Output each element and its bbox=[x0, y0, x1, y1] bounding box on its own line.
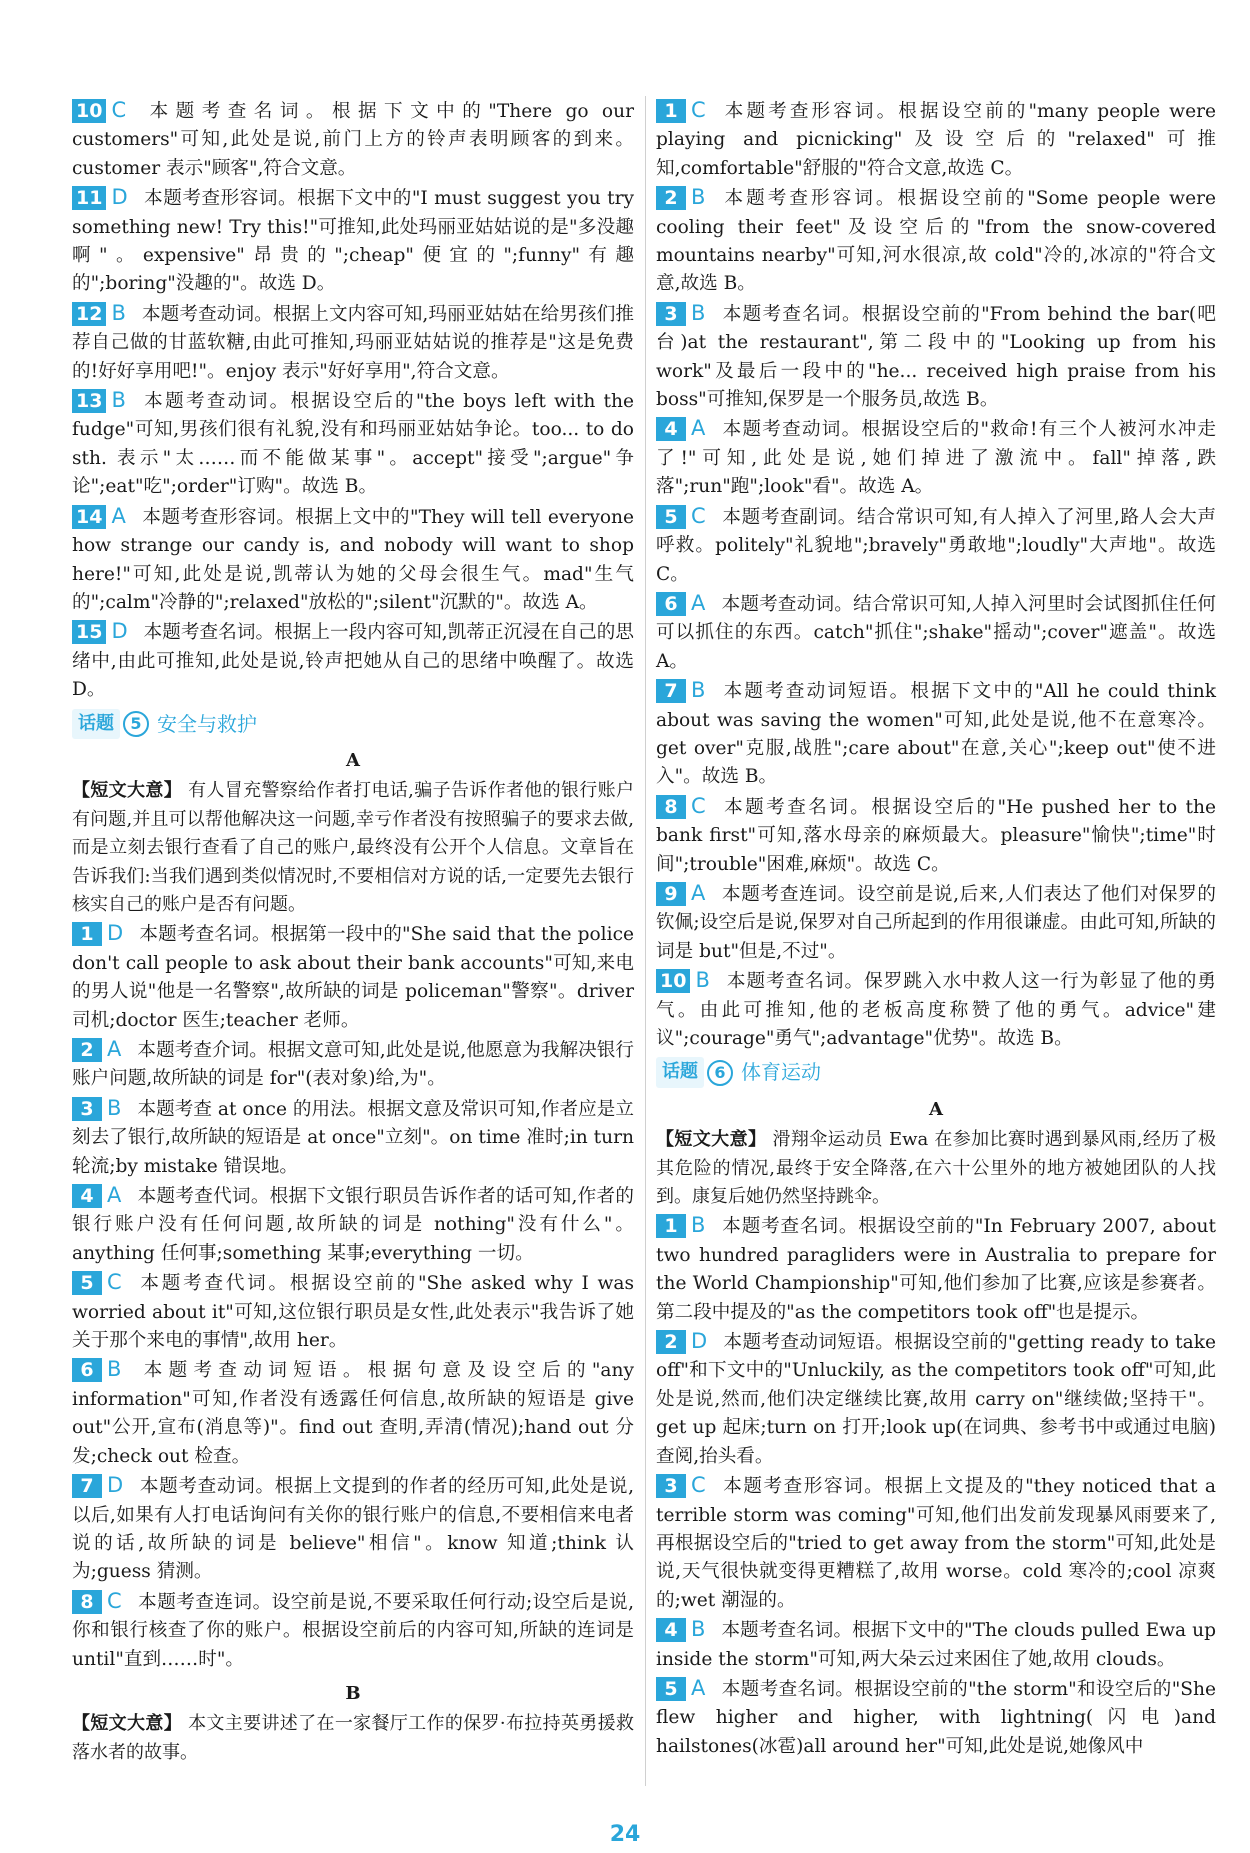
question-number: 11 bbox=[72, 186, 106, 210]
explanation-text: 本题考查动词短语。根据下文中的"All he could think about was saving the women"可知,此处是说,他不在意寒冷。get over"克服,战胜";care about"在意,关心";keep out"使不进入"。故选 B。 bbox=[656, 681, 1216, 788]
answer-item bbox=[656, 1674, 1216, 1761]
question-number: 7 bbox=[72, 1474, 102, 1498]
answer-letter: D bbox=[111, 185, 128, 210]
answer-letter: B bbox=[111, 388, 126, 413]
question-number: 5 bbox=[72, 1271, 102, 1295]
topic-5-heading bbox=[72, 709, 634, 739]
answer-item bbox=[72, 183, 634, 299]
answer-letter: B bbox=[111, 300, 126, 325]
topic-title: 体育运动 bbox=[741, 1060, 821, 1085]
answer-letter: C bbox=[691, 503, 706, 528]
explanation-text: 本题考查代词。根据下文银行职员告诉作者的话可知,作者的银行账户没有任何问题,故所缺的词是 nothing"没有什么"。anything 任何事;something 某事;everything 一切。 bbox=[72, 1186, 634, 1264]
answer-letter: D bbox=[107, 1473, 124, 1498]
explanation-text: 本题考查动词。结合常识可知,人掉入河里时会试图抓住任何可以抓住的东西。catch"抓住";shake"摇动";cover"遮盖"。故选 A。 bbox=[656, 593, 1216, 672]
answer-letter: B bbox=[107, 1095, 122, 1120]
answer-letter: A bbox=[107, 1037, 122, 1061]
page-number: 24 bbox=[609, 1822, 641, 1847]
answer-item bbox=[656, 792, 1216, 879]
question-number: 10 bbox=[72, 99, 106, 123]
question-number: 8 bbox=[72, 1590, 102, 1614]
answer-letter: C bbox=[691, 98, 706, 122]
answer-item bbox=[72, 96, 634, 183]
passage-summary-a6 bbox=[656, 1126, 1216, 1211]
answer-letter: D bbox=[107, 921, 124, 946]
topic-tag: 话题 bbox=[72, 709, 120, 739]
answer-letter: C bbox=[111, 98, 127, 122]
answer-item bbox=[656, 1327, 1216, 1471]
answer-item bbox=[72, 502, 634, 618]
question-number: 6 bbox=[72, 1358, 102, 1382]
section-letter-b: B bbox=[345, 1682, 361, 1704]
explanation-text: 本题考查 at once 的用法。根据文意及常识可知,作者应是立刻去了银行,故所缺的短语是 at once"立刻"。on time 准时;in turn 轮流;by mistake 错误地。 bbox=[72, 1098, 634, 1177]
topic-tag: 话题 bbox=[656, 1057, 704, 1087]
column-divider bbox=[645, 96, 646, 1786]
explanation-text: 本题考查动词。根据上文提到的作者的经历可知,此处是说,以后,如果有人打电话询问有关你的银行账户的信息,不要相信来电者说的话,故所缺的词是 believe"相信"。know 知道;think 认为;guess 猜测。 bbox=[72, 1476, 634, 1583]
passage-summary-a bbox=[72, 777, 634, 919]
topic-number: 5 bbox=[123, 711, 149, 737]
answer-item bbox=[656, 1211, 1216, 1327]
question-number: 2 bbox=[656, 186, 686, 210]
answer-item bbox=[656, 502, 1216, 589]
answer-item bbox=[656, 299, 1216, 415]
explanation-text: 本题考查介词。根据文意可知,此处是说,他愿意为我解决银行账户问题,故所缺的词是 for"(表对象)给,为"。 bbox=[72, 1040, 634, 1090]
question-number: 3 bbox=[656, 302, 686, 326]
question-number: 1 bbox=[72, 922, 102, 946]
answer-item bbox=[656, 1471, 1216, 1615]
question-number: 8 bbox=[656, 795, 686, 819]
answer-letter: B bbox=[107, 1357, 122, 1382]
explanation-text: 本题考查名词。根据设空后的"He pushed her to the bank first"可知,落水母亲的麻烦最大。pleasure"愉快";time"时间";trouble"困难,麻烦"。故选 C。 bbox=[656, 796, 1216, 875]
question-number: 4 bbox=[656, 1618, 686, 1642]
answer-item bbox=[656, 879, 1216, 966]
explanation-text: 本题考查形容词。根据下文中的"I must suggest you try something new! Try this!"可推知,此处玛丽亚姑姑说的是"多没趣啊"。expensive"昂贵的";cheap"便宜的";funny"有趣的";boring"没趣的"。故选 D。 bbox=[72, 188, 634, 295]
explanation-text: 本题考查形容词。根据上文中的"They will tell everyone how strange our candy is, and nobody will want to shop here!"可知,此处是说,凯蒂认为她的父母会很生气。mad"生气的";calm"冷静的";relaxed"放松的";silent"沉默的"。故选 A。 bbox=[72, 506, 634, 613]
passage-summary-b bbox=[72, 1710, 634, 1767]
explanation-text: 本题考查名词。根据第一段中的"She said that the police don't call people to ask about their bank accounts"可知,来电的男人说"他是一名警察",故所缺的词是 policeman"警察"。driver 司机;doctor 医生;teacher 老师。 bbox=[72, 924, 634, 1031]
question-number: 15 bbox=[72, 620, 106, 644]
explanation-text: 本题考查名词。根据设空前的"From behind the bar(吧台)at the restaurant",第二段中的"Looking up from his work"及最后一段中的"he... received high praise from his boss"可推知,保罗是一个服务员,故选 B。 bbox=[656, 303, 1216, 411]
explanation-text: 本题考查动词短语。根据句意及设空后的"any information"可知,作者没有透露任何信息,故所缺的短语是 give out"公开,宣布(消息等)"。find out 查明,弄清(情况);hand out 分发;check out 检查。 bbox=[72, 1360, 634, 1467]
answer-item bbox=[72, 1035, 634, 1094]
section-letter-a: A bbox=[929, 1098, 943, 1120]
question-number: 1 bbox=[656, 1214, 686, 1238]
answer-item bbox=[656, 966, 1216, 1053]
explanation-text: 本题考查名词。根据下文中的"There go our customers"可知,此处是说,前门上方的铃声表明顾客的到来。customer 表示"顾客",符合文意。 bbox=[72, 101, 634, 179]
question-number: 9 bbox=[656, 882, 686, 906]
answer-letter: C bbox=[107, 1588, 122, 1613]
summary-text: 有人冒充警察给作者打电话,骗子告诉作者他的银行账户有问题,并且可以帮他解决这一问题,幸亏作者没有按照骗子的要求去做,而是立刻去银行查看了自己的账户,最终没有公开个人信息。文章旨在告诉我们:当我们遇到类似情况时,不要相信对方说的话,一定要先去银行核实自己的账户是否有问题。 bbox=[72, 780, 634, 915]
right-column bbox=[656, 96, 1216, 1761]
answer-item bbox=[656, 676, 1216, 792]
answer-item bbox=[72, 1268, 634, 1355]
explanation-text: 本题考查名词。根据设空前的"the storm"和设空后的"She flew higher and higher, with lightning(闪电)and hailstones(冰雹)all around her"可知,此处是说,她像风中 bbox=[656, 1678, 1216, 1757]
question-number: 12 bbox=[72, 302, 106, 326]
explanation-text: 本题考查动词短语。根据设空前的"getting ready to take off"和下文中的"Unluckily, as the competitors took off"可知,此处是说,然而,他们决定继续比赛,故用 carry on"继续做;坚持干"。get up 起床;turn on 打开;look up(在词典、参考书中或通过电脑)查阅,抬头看。 bbox=[656, 1332, 1216, 1467]
topic-number: 6 bbox=[707, 1060, 733, 1086]
answer-item bbox=[72, 1587, 634, 1674]
section-letter-a: A bbox=[346, 749, 360, 771]
summary-label: 【短文大意】 bbox=[72, 780, 183, 802]
answer-item bbox=[656, 96, 1216, 183]
answer-item bbox=[72, 1094, 634, 1181]
question-number: 4 bbox=[656, 417, 686, 441]
answer-letter: C bbox=[691, 793, 706, 818]
explanation-text: 本题考查名词。根据下文中的"The clouds pulled Ewa up inside the storm"可知,两大朵云过来困住了她,故用 clouds。 bbox=[656, 1620, 1216, 1670]
explanation-text: 本题考查连词。设空前是说,不要采取任何行动;设空后是说,你和银行核查了你的账户。根据设空前后的内容可知,所缺的连词是 until"直到……时"。 bbox=[72, 1591, 634, 1670]
explanation-text: 本题考查动词。根据设空后的"the boys left with the fudge"可知,男孩们很有礼貌,没有和玛丽亚姑姑争论。too... to do sth. 表示"太……而不能做某事"。accept"接受";argue"争论";eat"吃";order"订购"。故选 B。 bbox=[72, 391, 634, 498]
answer-letter: A bbox=[107, 1183, 122, 1208]
question-number: 13 bbox=[72, 389, 106, 413]
explanation-text: 本题考查名词。根据设空前的"In February 2007, about two hundred paragliders were in Australia to prepare for the World Championship"可知,他们参加了比赛,应该是参赛者。第二段中提及的"as the competitors took off"也是提示。 bbox=[656, 1216, 1216, 1323]
explanation-text: 本题考查代词。根据设空前的"She asked why I was worried about it"可知,这位银行职员是女性,此处表示"我告诉了她关于那个来电的事情",故用 her。 bbox=[72, 1273, 634, 1352]
answer-letter: A bbox=[111, 503, 126, 528]
explanation-text: 本题考查名词。根据上一段内容可知,凯蒂正沉浸在自己的思绪中,由此可推知,此处是说,铃声把她从自己的思绪中唤醒了。故选 D。 bbox=[72, 622, 634, 701]
answer-letter: D bbox=[691, 1329, 708, 1354]
question-number: 3 bbox=[72, 1097, 102, 1121]
answer-item bbox=[656, 183, 1216, 299]
question-number: 7 bbox=[656, 679, 686, 703]
answer-item bbox=[72, 1471, 634, 1587]
answer-letter: A bbox=[691, 1675, 706, 1700]
answer-letter: B bbox=[695, 968, 710, 993]
answer-letter: B bbox=[691, 185, 706, 210]
answer-letter: C bbox=[107, 1270, 122, 1295]
answer-letter: A bbox=[691, 590, 706, 615]
question-number: 10 bbox=[656, 969, 690, 993]
explanation-text: 本题考查连词。设空前是说,后来,人们表达了他们对保罗的钦佩;设空后是说,保罗对自己所起到的作用很谦虚。由此可知,所缺的词是 but"但是,不过"。 bbox=[656, 883, 1216, 962]
answer-letter: D bbox=[111, 619, 128, 644]
answer-item bbox=[72, 299, 634, 386]
answer-letter: B bbox=[691, 1213, 706, 1238]
answer-item bbox=[656, 414, 1216, 501]
question-number: 6 bbox=[656, 592, 686, 616]
explanation-text: 本题考查形容词。根据设空前的"many people were playing and picnicking"及设空后的"relaxed"可推知,comfortable"舒服的"符合文意,故选 C。 bbox=[656, 101, 1216, 179]
question-number: 5 bbox=[656, 505, 686, 529]
question-number: 2 bbox=[656, 1330, 686, 1354]
answer-letter: B bbox=[691, 300, 706, 325]
explanation-text: 本题考查动词。根据上文内容可知,玛丽亚姑姑在给男孩们推荐自己做的甘蓝软糖,由此可推知,玛丽亚姑姑说的推荐是"这是免费的!好好享用吧!"。enjoy 表示"好好享用",符合文意。 bbox=[72, 303, 634, 382]
answer-letter: B bbox=[691, 678, 706, 703]
answer-item bbox=[72, 386, 634, 502]
answer-item bbox=[72, 1181, 634, 1268]
answer-letter: B bbox=[691, 1617, 706, 1642]
question-number: 14 bbox=[72, 505, 106, 529]
answer-letter: A bbox=[691, 880, 706, 905]
explanation-text: 本题考查动词。根据设空后的"救命!有三个人被河水冲走了!"可知,此处是说,她们掉进了激流中。fall"掉落,跌落";run"跑";look"看"。故选 A。 bbox=[656, 419, 1216, 498]
answer-item bbox=[72, 617, 634, 704]
answer-item bbox=[72, 919, 634, 1035]
question-number: 3 bbox=[656, 1474, 686, 1498]
answer-item bbox=[656, 1615, 1216, 1674]
question-number: 2 bbox=[72, 1038, 102, 1062]
answer-item bbox=[72, 1355, 634, 1471]
explanation-text: 本题考查形容词。根据上文提及的"they noticed that a terrible storm was coming"可知,他们出发前发现暴风雨要来了,再根据设空后的"tried to get away from the storm"可知,此处是说,天气很快就变得更糟糕了,故用 worse。cold 寒冷的;cool 凉爽的;wet 潮湿的。 bbox=[656, 1476, 1216, 1611]
answer-letter: A bbox=[691, 416, 706, 441]
explanation-text: 本题考查副词。结合常识可知,有人掉入了河里,路人会大声呼救。politely"礼貌地";bravely"勇敢地";loudly"大声地"。故选 C。 bbox=[656, 506, 1216, 585]
question-number: 1 bbox=[656, 99, 686, 123]
explanation-text: 本题考查形容词。根据设空前的"Some people were cooling their feet"及设空后的"from the snow-covered mountains nearby"可知,河水很凉,故 cold"冷的,冰凉的"符合文意,故选 B。 bbox=[656, 188, 1216, 295]
question-number: 4 bbox=[72, 1184, 102, 1208]
left-column bbox=[72, 96, 634, 1767]
topic-6-heading bbox=[656, 1057, 1216, 1087]
summary-label: 【短文大意】 bbox=[656, 1129, 767, 1151]
summary-text: 本文主要讲述了在一家餐厅工作的保罗·布拉持英勇援救落水者的故事。 bbox=[72, 1713, 634, 1763]
explanation-text: 本题考查名词。保罗跳入水中救人这一行为彰显了他的勇气。由此可推知,他的老板高度称赞了他的勇气。advice"建议";courage"勇气";advantage"优势"。故选 B。 bbox=[656, 971, 1216, 1049]
answer-item bbox=[656, 589, 1216, 676]
answer-letter: C bbox=[691, 1473, 706, 1498]
summary-text: 滑翔伞运动员 Ewa 在参加比赛时遇到暴风雨,经历了极其危险的情况,最终于安全降落,在六十公里外的地方被她团队的人找到。康复后她仍然坚持跳伞。 bbox=[656, 1129, 1216, 1208]
question-number: 5 bbox=[656, 1677, 686, 1701]
topic-title: 安全与救护 bbox=[157, 711, 257, 736]
summary-label: 【短文大意】 bbox=[72, 1713, 183, 1735]
